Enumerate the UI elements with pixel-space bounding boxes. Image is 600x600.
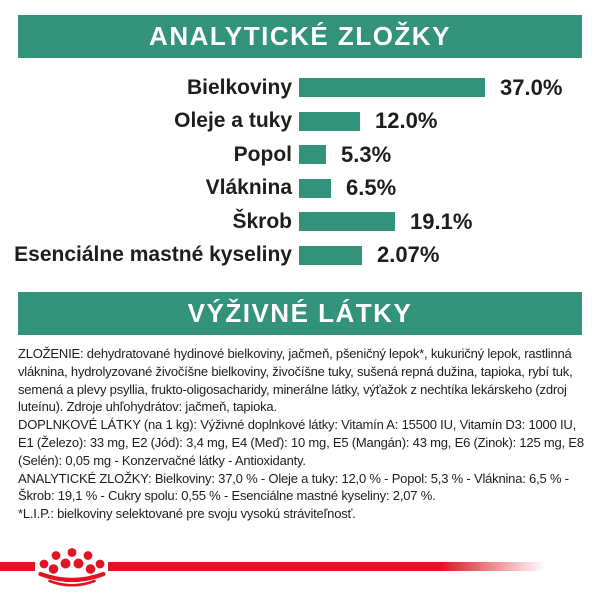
- bar-value: 6.5%: [346, 175, 397, 201]
- bar-chart: [0, 71, 600, 272]
- bar: [299, 78, 485, 97]
- body-paragraph: *L.I.P.: bielkoviny selektované pre svoju vysokú stráviteľnosť.: [18, 506, 356, 522]
- royal-canin-crown-logo-icon: [36, 545, 108, 591]
- analytical-section-header: [18, 15, 582, 58]
- bar-chart-row: [0, 239, 600, 273]
- bar-label: Oleje a tuky: [174, 109, 292, 133]
- bar-chart-row: [0, 105, 600, 139]
- body-paragraph: DOPLNKOVÉ LÁTKY (na 1 kg): Výživné doplnkové látky: Vitamín A: 15500 IU, Vitamín D3: 1000 IU, E1 (Železo): 33 mg, E2 (Jód): 3,4 mg, E4 (Meď): 10 mg, E5 (Mangán): 43 mg, E6 (Zinok): 125 mg, E8 (Selén): 0,05 mg - Konzervačné látky - Antioxidanty.: [18, 417, 584, 468]
- bar: [299, 145, 326, 164]
- crown-base-arcs: [41, 574, 104, 585]
- bar-value: 5.3%: [341, 141, 392, 167]
- bar-chart-row: [0, 138, 600, 172]
- crown-gems: [40, 548, 105, 574]
- nutrients-section-title: VÝŽIVNÉ LÁTKY: [187, 298, 413, 328]
- brand-stripe-left: [0, 562, 35, 571]
- bar-value: 2.07%: [377, 242, 440, 268]
- bar-label: Bielkoviny: [186, 75, 292, 99]
- bar-value: 19.1%: [410, 208, 473, 234]
- bar-chart-row: [0, 205, 600, 239]
- bar: [299, 112, 360, 131]
- bar-label: Škrob: [232, 209, 292, 233]
- bar: [299, 179, 331, 198]
- bar-value: 12.0%: [375, 108, 438, 134]
- analytical-section-title: ANALYTICKÉ ZLOŽKY: [149, 21, 451, 51]
- body-paragraph: ANALYTICKÉ ZLOŽKY: Bielkoviny: 37,0 % - Oleje a tuky: 12,0 % - Popol: 5,3 % - Vláknina: 6,5 % - Škrob: 19,1 % - Cukry spolu: 0,55 % - Esenciálne mastné kyseliny: 2,07 %.: [18, 470, 569, 504]
- nutrients-section-header: [18, 292, 582, 335]
- bar: [299, 212, 395, 231]
- bar-chart-row: [0, 172, 600, 206]
- bar-value: 37.0%: [500, 74, 563, 100]
- bar-label: Popol: [233, 142, 292, 166]
- bar-label: Esenciálne mastné kyseliny: [14, 243, 292, 267]
- body-paragraph: ZLOŽENIE: dehydratované hydinové bielkoviny, jačmeň, pšeničný lepok*, kukuričný lepok, rastlinná vláknina, hydrolyzované živočíšne bielkoviny, živočíšne tuky, sušená repná dužina, tapioka, rybí tuk, semená a plevy psyllia, frukto-oligosacharidy, minerálne látky, výťažok z nechtíka lekárskeho (zdroj luteínu). Zdroje uhľohydrátov: jačmeň, tapioka.: [18, 346, 573, 415]
- ingredients-text-block: [18, 345, 584, 523]
- bar-label: Vláknina: [205, 176, 292, 200]
- brand-stripe-right: [108, 562, 545, 571]
- bar-chart-row: [0, 71, 600, 105]
- bar: [299, 246, 362, 265]
